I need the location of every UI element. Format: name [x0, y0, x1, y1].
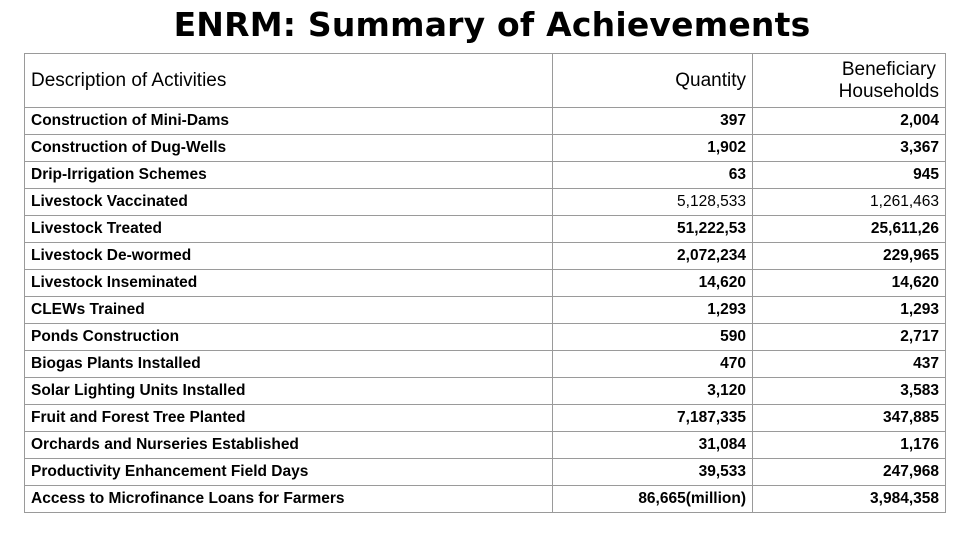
table-row [25, 297, 946, 324]
table-header [25, 54, 946, 108]
header-description: Description of Activities [25, 54, 553, 108]
quantity-cell: 51,222,53 [553, 216, 753, 243]
quantity-cell: 2,072,234 [553, 243, 753, 270]
activity-cell: Drip-Irrigation Schemes [25, 162, 553, 189]
households-cell: 437 [753, 351, 946, 378]
activity-cell: Access to Microfinance Loans for Farmers [25, 486, 553, 513]
households-cell: 1,176 [753, 432, 946, 459]
households-cell: 1,293 [753, 297, 946, 324]
activity-cell: Fruit and Forest Tree Planted [25, 405, 553, 432]
slide-title: ENRM: Summary of Achievements [173, 5, 811, 44]
table-row [25, 459, 946, 486]
quantity-cell: 3,120 [553, 378, 753, 405]
households-cell: 1,261,463 [753, 189, 946, 216]
activity-cell: CLEWs Trained [25, 297, 553, 324]
header-beneficiary-line2: Households [838, 80, 939, 102]
table-row [25, 135, 946, 162]
households-cell: 945 [753, 162, 946, 189]
households-cell: 14,620 [753, 270, 946, 297]
quantity-cell: 63 [553, 162, 753, 189]
quantity-cell: 1,293 [553, 297, 753, 324]
table-row [25, 324, 946, 351]
quantity-cell: 397 [553, 108, 753, 135]
table-row [25, 243, 946, 270]
quantity-cell: 5,128,533 [553, 189, 753, 216]
households-cell: 25,611,26 [753, 216, 946, 243]
quantity-cell: 31,084 [553, 432, 753, 459]
activity-cell: Livestock Inseminated [25, 270, 553, 297]
activity-cell: Ponds Construction [25, 324, 553, 351]
header-row [25, 54, 946, 108]
table-row [25, 486, 946, 513]
households-cell: 3,583 [753, 378, 946, 405]
header-quantity: Quantity [553, 54, 753, 108]
achievements-table [24, 53, 946, 513]
quantity-cell: 39,533 [553, 459, 753, 486]
activity-cell: Livestock De-wormed [25, 243, 553, 270]
households-cell: 2,004 [753, 108, 946, 135]
quantity-cell: 590 [553, 324, 753, 351]
table-body [25, 108, 946, 513]
table-row [25, 162, 946, 189]
header-beneficiary-label [839, 59, 939, 103]
table-row [25, 351, 946, 378]
quantity-cell: 14,620 [553, 270, 753, 297]
activity-cell: Livestock Treated [25, 216, 553, 243]
households-cell: 3,367 [753, 135, 946, 162]
activity-cell: Construction of Mini-Dams [25, 108, 553, 135]
table-row [25, 270, 946, 297]
table-row [25, 216, 946, 243]
table-row [25, 432, 946, 459]
quantity-cell: 1,902 [553, 135, 753, 162]
quantity-cell: 86,665(million) [553, 486, 753, 513]
activity-cell: Solar Lighting Units Installed [25, 378, 553, 405]
activity-cell: Productivity Enhancement Field Days [25, 459, 553, 486]
header-beneficiary-line1: Beneficiary [841, 58, 936, 80]
activity-cell: Construction of Dug-Wells [25, 135, 553, 162]
table-row [25, 405, 946, 432]
table-row [25, 108, 946, 135]
header-beneficiary-households [753, 54, 946, 108]
activity-cell: Biogas Plants Installed [25, 351, 553, 378]
activity-cell: Orchards and Nurseries Established [25, 432, 553, 459]
quantity-cell: 470 [553, 351, 753, 378]
households-cell: 2,717 [753, 324, 946, 351]
households-cell: 3,984,358 [753, 486, 946, 513]
table-row [25, 378, 946, 405]
quantity-cell: 7,187,335 [553, 405, 753, 432]
households-cell: 229,965 [753, 243, 946, 270]
households-cell: 347,885 [753, 405, 946, 432]
households-cell: 247,968 [753, 459, 946, 486]
activity-cell: Livestock Vaccinated [25, 189, 553, 216]
table-row [25, 189, 946, 216]
